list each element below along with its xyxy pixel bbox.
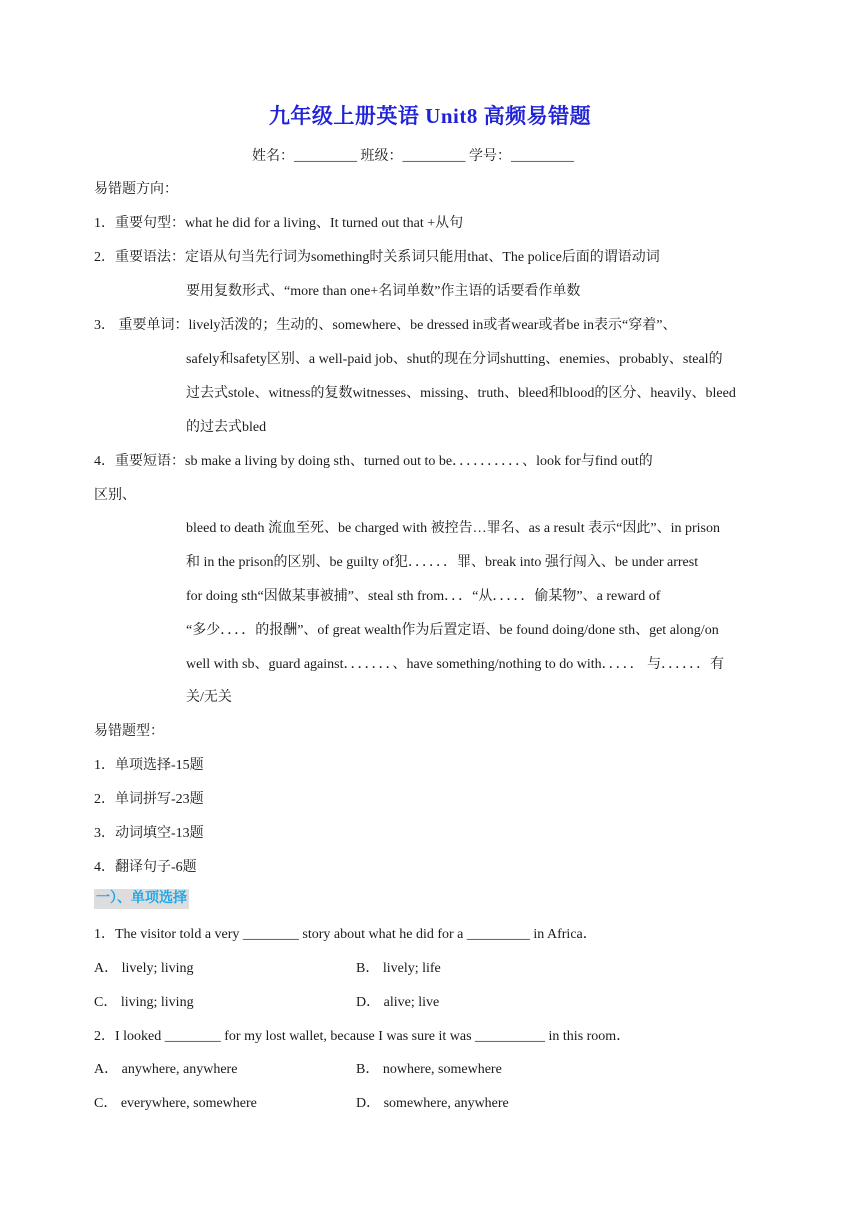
- point-line: “多少．．．．的报酬”、of great wealth作为后置定语、be found doing/done sth、get along/on: [186, 623, 719, 638]
- point-line: 1．重要句型：what he did for a living、It turned out that +从句: [94, 216, 464, 231]
- point-line: for doing sth“因做某事被捕”、steal sth from．．．“从．．．．．偷某物”、a reward of: [186, 589, 661, 604]
- student-info-line: 姓名：_________ 班级：_________ 学号：_________: [252, 149, 574, 164]
- option-a: A． lively; living: [94, 961, 194, 976]
- page-title: 九年级上册英语 Unit8 高频易错题: [268, 104, 592, 128]
- point-line: 区别、: [94, 488, 136, 503]
- direction-heading: 易错题方向：: [94, 182, 178, 197]
- point-line: bleed to death 流血至死、be charged with 被控告…罪名、as a result 表示“因此”、in prison: [186, 521, 720, 536]
- option-row: [94, 1061, 502, 1079]
- question-stem: 2．I looked ________ for my lost wallet, because I was sure it was __________ in this room．: [94, 1029, 631, 1044]
- option-d: D． somewhere, anywhere: [356, 1096, 509, 1111]
- type-line: 1．单项选择-15题: [94, 758, 204, 773]
- type-line: 2．单词拼写-23题: [94, 792, 204, 807]
- point-line: 过去式stole、witness的复数witnesses、missing、truth、bleed和blood的区分、heavily、bleed: [186, 386, 736, 401]
- option-b: B． lively; life: [356, 961, 441, 976]
- point-line: 要用复数形式、“more than one+名词单数”作主语的话要看作单数: [186, 284, 581, 299]
- option-row: [94, 1095, 509, 1113]
- option-row: [94, 960, 441, 978]
- point-line: well with sb、guard against．．．．．．．、have something/nothing to do with．．．．． 与．．．．．．有: [186, 657, 725, 672]
- point-line: 的过去式bled: [186, 420, 267, 435]
- option-b: B． nowhere, somewhere: [356, 1062, 502, 1077]
- point-line: safely和safety区别、a well-paid job、shut的现在分词shutting、enemies、probably、steal的: [186, 352, 723, 367]
- type-line: 4．翻译句子-6题: [94, 860, 197, 875]
- point-line: 关/无关: [186, 690, 232, 705]
- question-stem: 1．The visitor told a very ________ story about what he did for a _________ in Africa．: [94, 927, 597, 942]
- point-line: 4．重要短语：sb make a living by doing sth、turned out to be．．．．．．．．．．、look for与find out的: [94, 454, 653, 469]
- point-line: 2．重要语法：定语从句当先行词为something时关系词只能用that、The police后面的谓语动词: [94, 250, 660, 265]
- option-c: C． everywhere, somewhere: [94, 1096, 257, 1111]
- types-heading: 易错题型：: [94, 724, 164, 739]
- option-d: D． alive; live: [356, 995, 440, 1010]
- section-title: 一）、单项选择: [94, 889, 189, 909]
- type-line: 3．动词填空-13题: [94, 826, 204, 841]
- option-c: C． living; living: [94, 995, 194, 1010]
- point-line: 3． 重要单词：lively活泼的；生动的、somewhere、be dressed in或者wear或者be in表示“穿着”、: [94, 318, 677, 333]
- point-line: 和 in the prison的区别、be guilty of犯．．．．．．罪、break into 强行闯入、be under arrest: [186, 555, 699, 570]
- option-row: [94, 994, 440, 1012]
- option-a: A． anywhere, anywhere: [94, 1062, 238, 1077]
